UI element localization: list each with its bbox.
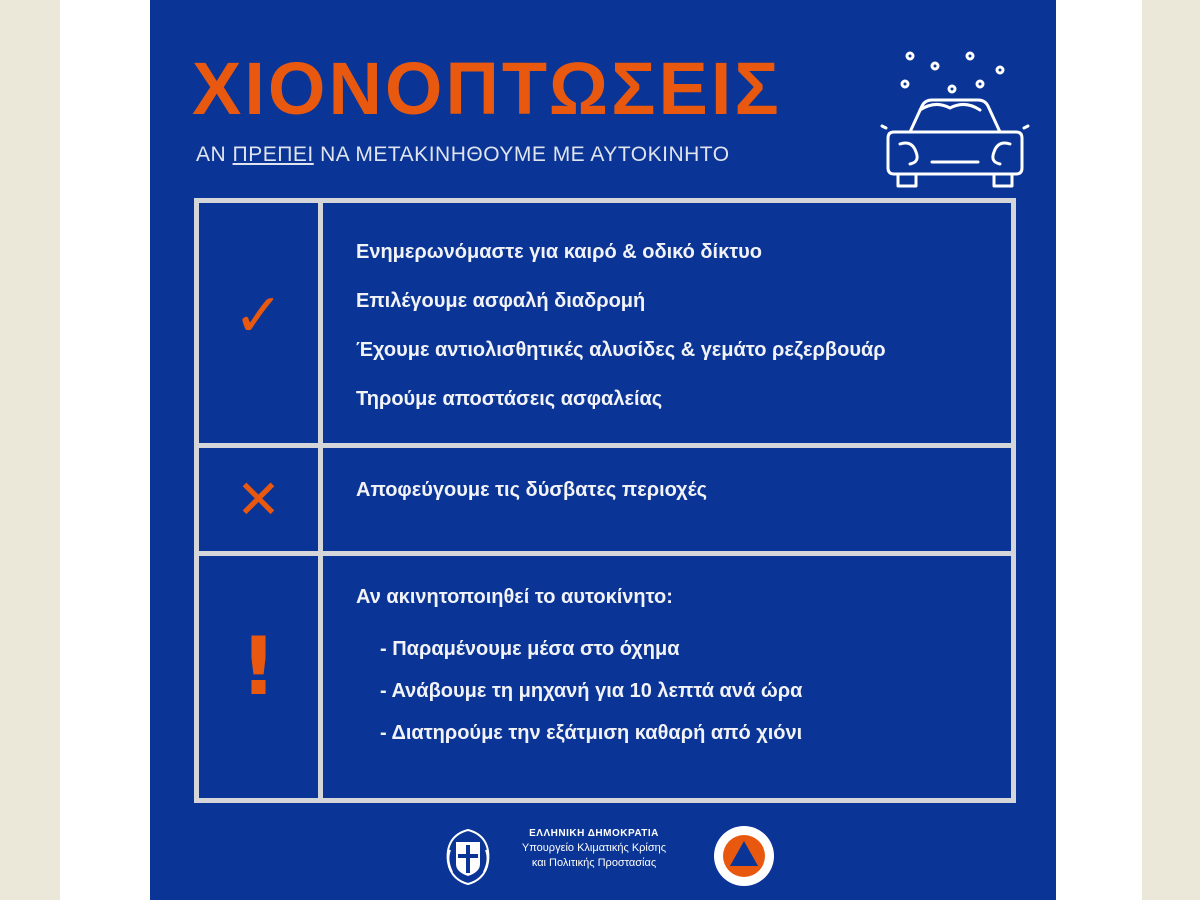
footer xyxy=(150,820,1056,900)
footer-ministry-line1: Υπουργείο Κλιματικής Κρίσης xyxy=(521,842,667,854)
warning-block xyxy=(356,584,802,762)
greek-coat-of-arms-icon xyxy=(440,826,496,886)
list-item: Τηρούμε αποστάσεις ασφαλείας xyxy=(356,388,663,410)
list-item: Ενημερωνόμαστε για καιρό & οδικό δίκτυο xyxy=(356,241,763,263)
subtitle-underlined: ΠΡΕΠΕΙ xyxy=(232,143,314,166)
warning-lead: Αν ακινητοποιηθεί το αυτοκίνητο: xyxy=(356,586,673,608)
checkmark-icon: ✓ xyxy=(233,282,284,349)
row-do xyxy=(199,203,1011,448)
poster-title: ΧΙΟΝΟΠΤΩΣΕΙΣ xyxy=(192,47,782,130)
row-dont xyxy=(199,448,1011,556)
footer-ministry-line2: και Πολιτικής Προστασίας xyxy=(531,857,657,869)
poster xyxy=(150,0,1056,900)
list-item: - Ανάβουμε τη μηχανή για 10 λεπτά ανά ώρα xyxy=(380,680,803,702)
list-item: - Διατηρούμε την εξάτμιση καθαρή από χιόνι xyxy=(380,722,803,744)
cross-icon: ✕ xyxy=(235,470,282,530)
ministry-text xyxy=(504,826,684,871)
guidance-table xyxy=(194,198,1016,803)
poster-subtitle xyxy=(196,143,730,167)
car-snow-icon xyxy=(880,44,1030,194)
footer-org: ΕΛΛΗΝΙΚΗ ΔΗΜΟΚΡΑΤΙΑ xyxy=(529,828,659,839)
civil-protection-logo-icon xyxy=(712,824,776,888)
list-item: Έχουμε αντιολισθητικές αλυσίδες & γεμάτο ρεζερβουάρ xyxy=(356,339,886,361)
warning-list xyxy=(356,636,802,762)
exclamation-icon: ! xyxy=(240,620,277,713)
dont-list xyxy=(356,479,707,502)
row-warning xyxy=(199,556,1011,798)
list-item: Επιλέγουμε ασφαλή διαδρομή xyxy=(356,290,646,312)
list-item: - Παραμένουμε μέσα στο όχημα xyxy=(380,638,680,660)
list-item: Αποφεύγουμε τις δύσβατες περιοχές xyxy=(356,479,708,501)
subtitle-after: ΝΑ ΜΕΤΑΚΙΝΗΘΟΥΜΕ ΜΕ ΑΥΤΟΚΙΝΗΤΟ xyxy=(320,143,730,166)
subtitle-before: ΑΝ xyxy=(196,143,227,166)
do-list xyxy=(356,239,886,435)
